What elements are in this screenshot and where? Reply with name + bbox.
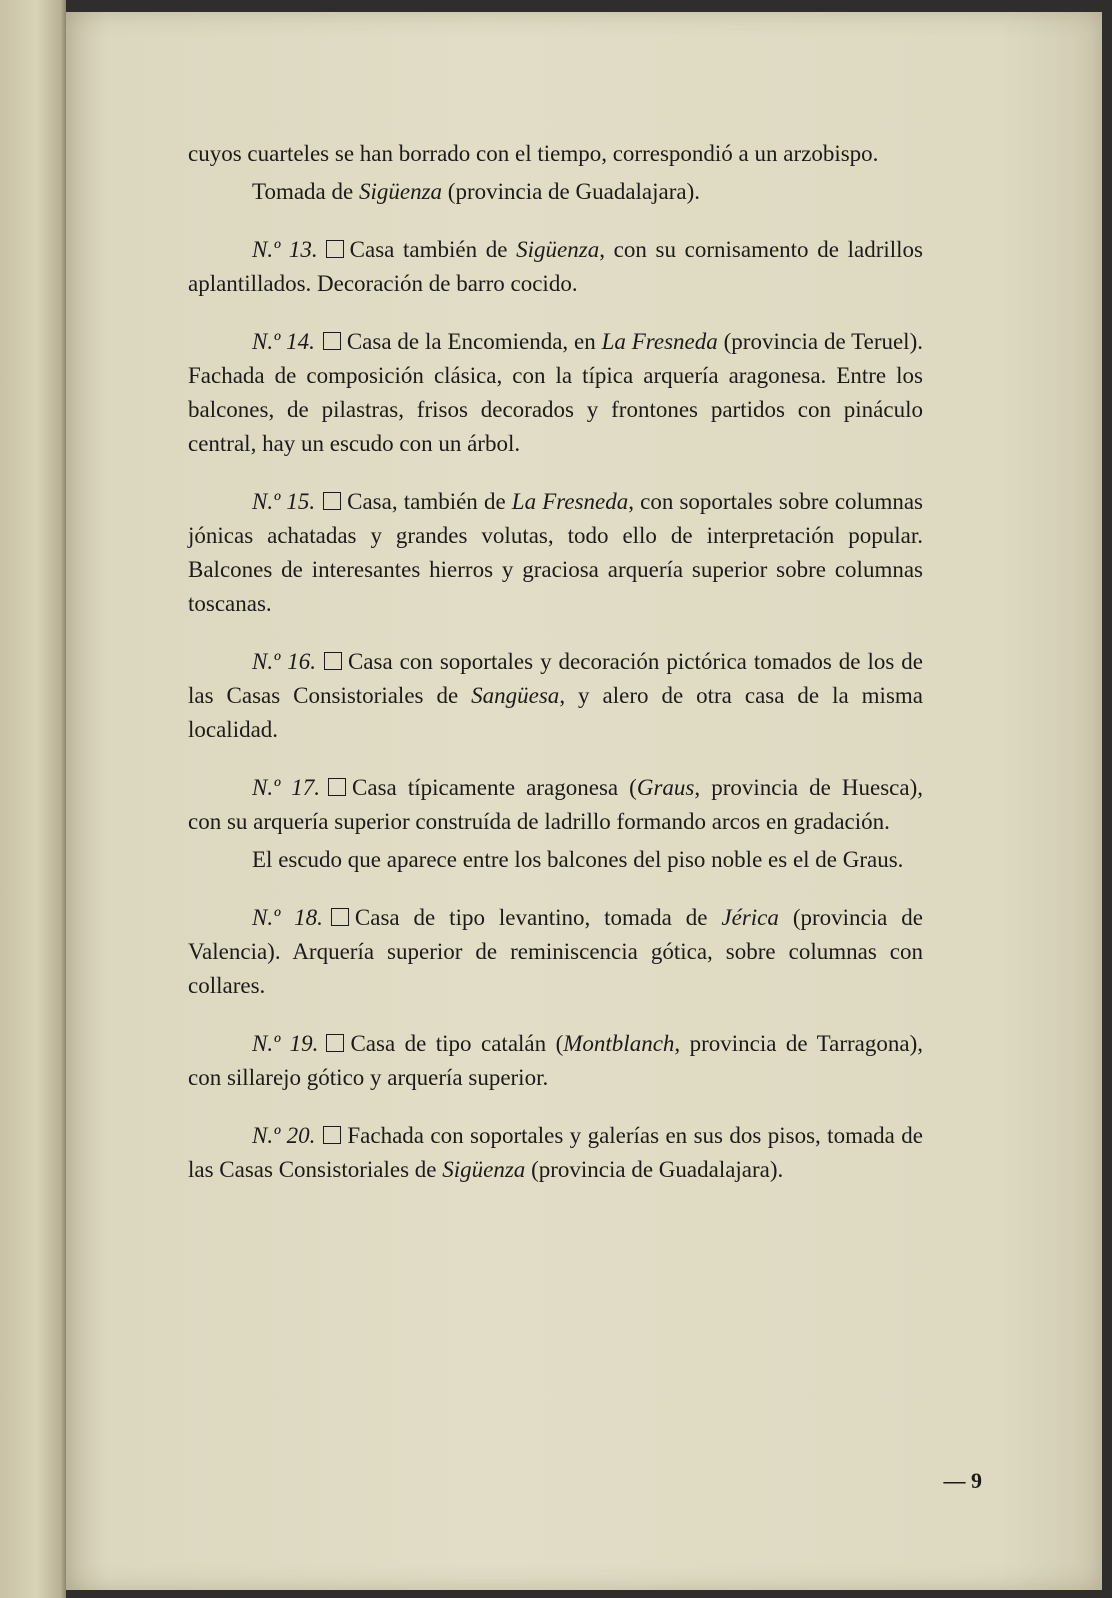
entry-13: [188, 233, 923, 301]
entry-place: La Fresneda: [601, 329, 718, 354]
entry-text: Casa, también de: [347, 489, 512, 514]
entry-text: Casa típicamente aragonesa (: [352, 775, 637, 800]
entry-label: N.º 20.: [252, 1123, 316, 1148]
entry-label: N.º 16.: [252, 649, 316, 674]
entry-place: Montblanch: [563, 1031, 675, 1056]
entry-text-rest: , y alero de otra casa de la misma localidad.: [188, 683, 923, 742]
entry-label: N.º 19.: [252, 1031, 319, 1056]
intro-source-place: Sigüenza: [358, 179, 443, 204]
entry-14: [188, 325, 923, 461]
entry-text-rest: (provincia de Teruel). Fachada de composición clásica, con la típica arquería aragonesa. Entre los balcones, de pilastras, frisos decorados y frontones partidos con pináculo central, hay un escudo con un árbol.: [188, 329, 923, 456]
entry-text-rest: , provincia de Tarragona), con sillarejo gótico y arquería superior.: [188, 1031, 923, 1090]
entry-place: Sigüenza: [442, 1157, 526, 1182]
left-page-edge: [0, 0, 66, 1598]
square-bullet-icon: [326, 240, 344, 258]
entry-place: Sigüenza: [516, 237, 600, 262]
entry-label: N.º 13.: [252, 237, 318, 262]
entry-18: [188, 901, 923, 1003]
entry-place: Jérica: [721, 905, 779, 930]
entry-note: El escudo que aparece entre los balcones del piso noble es el de Graus.: [252, 847, 904, 872]
entry-place: Sangüesa: [471, 683, 560, 708]
intro-source-prefix: Tomada de: [252, 179, 359, 204]
book-page: [66, 12, 1102, 1590]
entry-label: N.º 17.: [252, 775, 321, 800]
square-bullet-icon: [324, 652, 342, 670]
square-bullet-icon: [323, 332, 341, 350]
entry-text: Casa con soportales y decoración pictórica tomados de los de las Casas Consistoriales de: [188, 649, 923, 708]
entry-text-rest: , con soportales sobre columnas jónicas achatadas y grandes volutas, todo ello de interpretación popular. Balcones de interesantes hierros y graciosa arquería superior sobre columnas toscanas.: [188, 489, 923, 616]
entry-place: Graus: [636, 775, 695, 800]
entry-16: [188, 645, 923, 747]
entry-20: [188, 1119, 923, 1187]
entry-text-rest: (provincia de Valencia). Arquería superior de reminiscencia gótica, sobre columnas con collares.: [188, 905, 923, 998]
square-bullet-icon: [331, 908, 349, 926]
entry-17: [188, 771, 923, 839]
intro-source-suffix: (provincia de Guadalajara).: [442, 179, 701, 204]
entry-text: Fachada con soportales y galerías en sus dos pisos, tomada de las Casas Consistoriales de: [188, 1123, 923, 1182]
entry-text: Casa de la Encomienda, en: [346, 329, 602, 354]
entry-label: N.º 18.: [252, 905, 323, 930]
square-bullet-icon: [323, 492, 341, 510]
entry-17-note: [188, 843, 923, 877]
intro-line: cuyos cuarteles se han borrado con el tiempo, correspondió a un arzobispo.: [188, 141, 879, 166]
intro-paragraph: [188, 137, 923, 171]
entry-text: Casa de tipo levantino, tomada de: [354, 905, 722, 930]
page-number: — 9: [943, 1468, 982, 1493]
entry-label: N.º 15.: [252, 489, 316, 514]
entry-15: [188, 485, 923, 621]
entry-text-rest: , con su cornisamento de ladrillos aplantillados. Decoración de barro cocido.: [188, 237, 923, 296]
square-bullet-icon: [323, 1126, 341, 1144]
entry-label: N.º 14.: [252, 329, 315, 354]
entry-text: Casa también de: [349, 237, 517, 262]
square-bullet-icon: [328, 778, 346, 796]
entry-19: [188, 1027, 923, 1095]
page-body: [188, 137, 923, 1187]
entry-place: La Fresneda: [511, 489, 629, 514]
intro-source: [188, 175, 923, 209]
entry-text-rest: (provincia de Guadalajara).: [525, 1157, 784, 1182]
entry-text-rest: , provincia de Huesca), con su arquería superior construída de ladrillo formando arcos en gradación.: [188, 775, 923, 834]
entry-text: Casa de tipo catalán (: [350, 1031, 564, 1056]
square-bullet-icon: [326, 1034, 344, 1052]
